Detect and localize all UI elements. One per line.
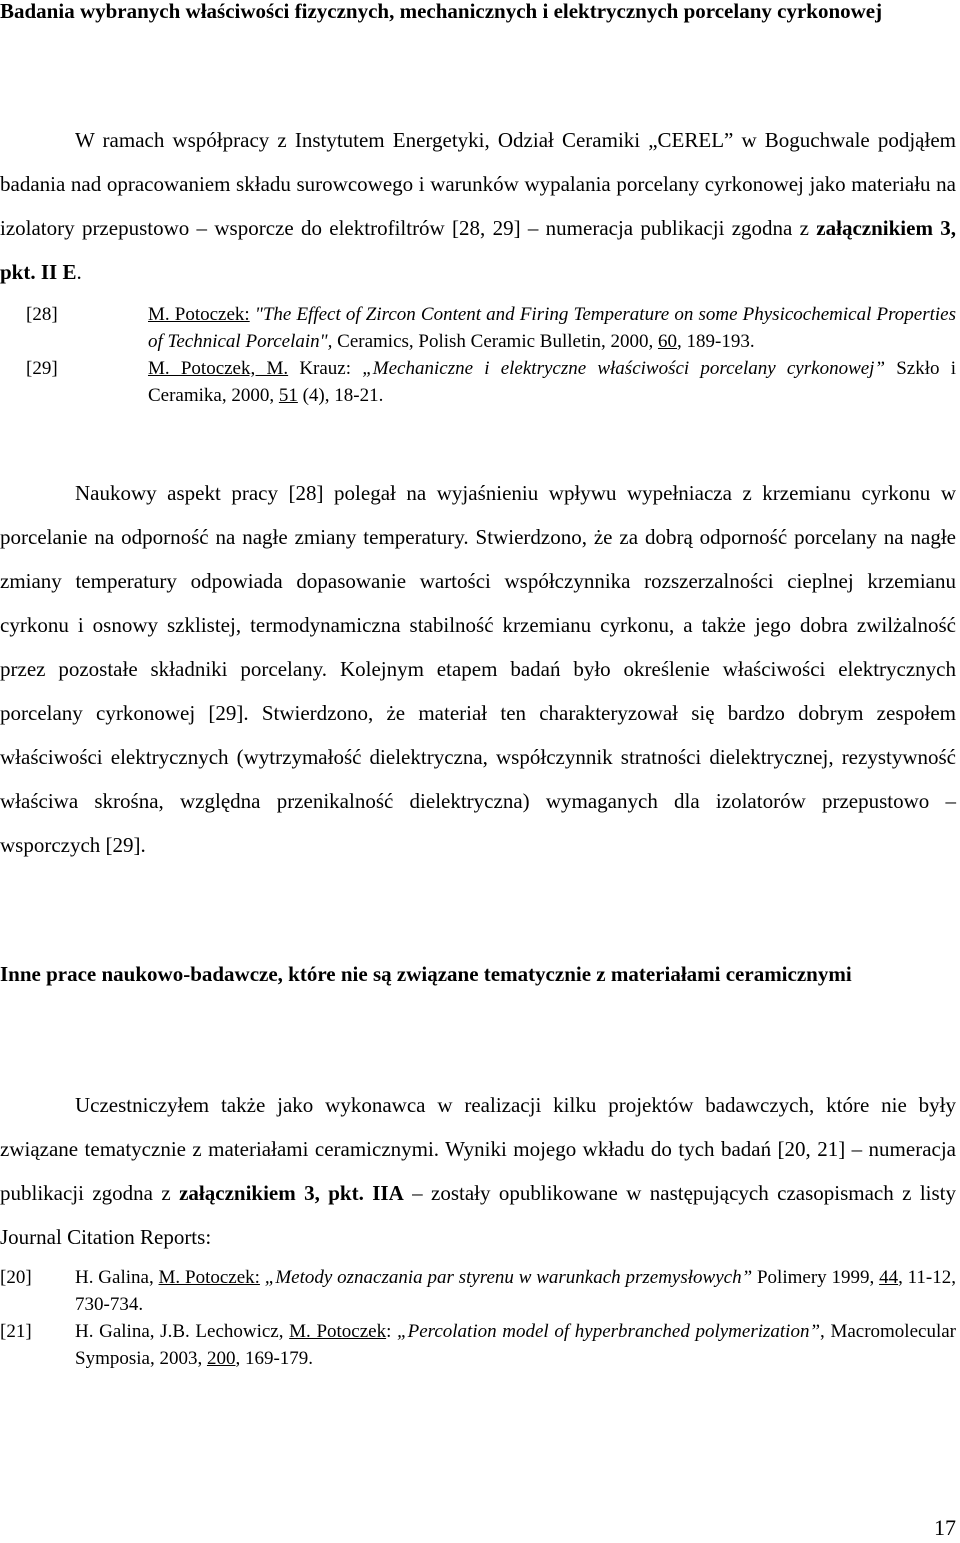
reference-label: [28] [26, 304, 58, 325]
reference-item [26, 355, 956, 409]
other-research-end: – zostały opublikowane w następujących czasopismach z listy Journal Citation Reports: [0, 1181, 956, 1249]
reference-volume: 60 [658, 331, 678, 352]
section-heading [0, 952, 956, 996]
reference-label: [21] [0, 1321, 32, 1342]
reference-pages: , 169-179. [235, 1348, 314, 1369]
appendix-reference: załącznikiem 3, pkt. II E [0, 216, 956, 284]
reference-journal: Ceramics, Polish Ceramic Bulletin, 2000, [332, 331, 659, 352]
reference-body [75, 1318, 956, 1372]
reference-journal: Polimery 1999, [752, 1267, 880, 1288]
reference-label: [29] [26, 358, 58, 379]
reference-author: M. Potoczek: [148, 304, 250, 325]
reference-item [0, 1264, 956, 1318]
reference-volume: 44 [879, 1267, 899, 1288]
reference-author-colon: : [386, 1321, 398, 1342]
intro-text: W ramach współpracy z Instytutem Energetyki, Odział Ceramiki „CEREL” w Boguchwale podjąłem badania nad opracowaniem składu surowcowego i warunków wypalania porcelany cyrkonowej jako materiału na izolatory przepustowo – wsporcze do elektrofiltrów [28, 29] – numeracja publikacji zgodna z [0, 128, 956, 240]
reference-author: M. Potoczek [289, 1321, 387, 1342]
intro-end: . [76, 260, 82, 284]
section-heading [0, 0, 956, 33]
reference-coauthor: H. Galina, [75, 1267, 159, 1288]
reference-journal: Szkło i Ceramika, 2000, [148, 358, 957, 406]
other-research-text: Uczestniczyłem także jako wykonawca w realizacji kilku projektów badawczych, które nie były związane tematycznie z materiałami ceramicznymi. Wyniki mojego wkładu do tych badań [20, 21] – numeracja publikacji zgodna z [0, 1093, 956, 1205]
reference-pages: (4), 18-21. [297, 385, 384, 406]
section-heading-text: Badania wybranych właściwości fizycznych, mechanicznych i elektrycznych porcelany cyrkonowej [0, 0, 883, 23]
reference-item [0, 1318, 956, 1372]
reference-journal: , Macromolecular Symposia, 2003, [75, 1321, 956, 1369]
reference-author: M. Potoczek, M. [148, 358, 289, 379]
reference-list [0, 1264, 956, 1372]
section-heading-text: Inne prace naukowo-badawcze, które nie są związane tematycznie z materiałami ceramicznymi [0, 962, 852, 986]
page-number: 17 [934, 1515, 956, 1540]
reference-title: "The Effect of Zircon Content and Firing Temperature on some Physicochemical Properties of Technical Porcelain", [148, 304, 956, 352]
reference-pages: , 189-193. [677, 331, 755, 352]
reference-volume: 200 [206, 1348, 236, 1369]
intro-paragraph [0, 118, 956, 294]
reference-body [148, 301, 956, 355]
reference-label: [20] [0, 1267, 32, 1288]
reference-coauthor: H. Galina, J.B. Lechowicz, [75, 1321, 290, 1342]
reference-list [26, 301, 956, 409]
reference-body [75, 1264, 956, 1318]
reference-body [148, 355, 956, 409]
reference-volume: 51 [278, 385, 298, 406]
reference-pages: , 11-12, 730-734. [75, 1267, 957, 1315]
reference-title: „Percolation model of hyperbranched polymerization” [397, 1321, 821, 1342]
reference-title: „Mechaniczne i elektryczne właściwości porcelany cyrkonowej” [362, 358, 886, 379]
reference-item [26, 301, 956, 355]
reference-author: M. Potoczek: [158, 1267, 260, 1288]
other-research-paragraph [0, 1083, 956, 1259]
research-text: Naukowy aspekt pracy [28] polegał na wyjaśnieniu wpływu wypełniacza z krzemianu cyrkonu w porcelanie na odporność na nagłe zmiany temperatury. Stwierdzono, że za dobrą odporność porcelany na nagłe zmiany temperatury odpowiada dopasowanie wartości współczynnika rozszerzalności cieplnej krzemianu cyrkonu i osnowy szklistej, termodynamiczna stabilność krzemianu cyrkonu, a także jego dobra zwilżalność przez pozostałe składniki porcelany. Kolejnym etapem badań było określenie właściwości elektrycznych porcelany cyrkonowej [29]. Stwierdzono, że materiał ten charakteryzował się bardzo dobrym zespołem właściwości elektrycznych (wytrzymałość dielektryczna, współczynnik stratności dielektrycznej, rezystywność właściwa skrośna, względna przenikalność dielektryczna) wymaganych dla izolatorów przepustowo – wsporczych [29]. [0, 481, 956, 857]
reference-title: „Metody oznaczania par styrenu w warunkach przemysłowych” [259, 1267, 753, 1288]
research-paragraph [0, 471, 956, 867]
appendix-reference: załącznikiem 3, pkt. IIA [179, 1181, 404, 1205]
reference-coauthor: Krauz: [288, 358, 363, 379]
